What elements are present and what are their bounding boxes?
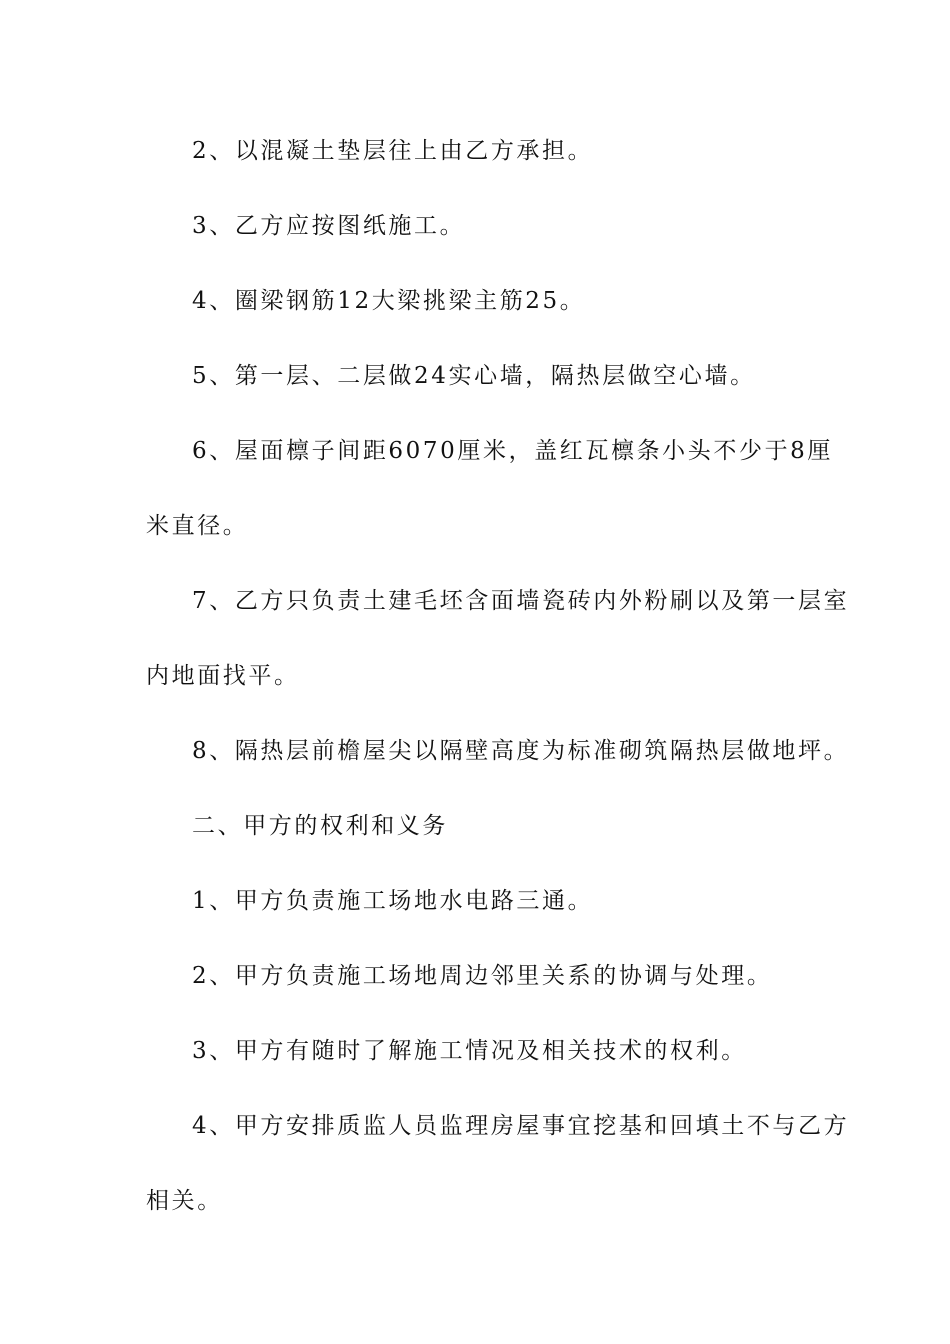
clause-line-continued: 米直径。	[146, 513, 249, 539]
clause-line: 4、圈梁钢筋12大梁挑梁主筋25。	[192, 288, 586, 314]
clause-line: 1、甲方负责施工场地水电路三通。	[192, 888, 594, 914]
clause-line: 2、以混凝土垫层往上由乙方承担。	[192, 138, 594, 164]
clause-line: 3、甲方有随时了解施工情况及相关技术的权利。	[192, 1038, 747, 1064]
clause-line: 4、甲方安排质监人员监理房屋事宜挖基和回填土不与乙方	[192, 1113, 850, 1139]
clause-line: 2、甲方负责施工场地周边邻里关系的协调与处理。	[192, 963, 773, 989]
clause-line: 7、乙方只负责土建毛坯含面墙瓷砖内外粉刷以及第一层室	[192, 588, 850, 614]
clause-line-continued: 内地面找平。	[146, 663, 300, 689]
clause-line: 8、隔热层前檐屋尖以隔壁高度为标准砌筑隔热层做地坪。	[192, 738, 850, 764]
clause-line-continued: 相关。	[146, 1188, 223, 1214]
clause-line: 5、第一层、二层做24实心墙，隔热层做空心墙。	[192, 363, 756, 389]
clause-line: 6、屋面檩子间距6070厘米，盖红瓦檩条小头不少于8厘	[192, 438, 833, 464]
clause-line: 3、乙方应按图纸施工。	[192, 213, 466, 239]
section-heading: 二、甲方的权利和义务	[192, 813, 448, 839]
